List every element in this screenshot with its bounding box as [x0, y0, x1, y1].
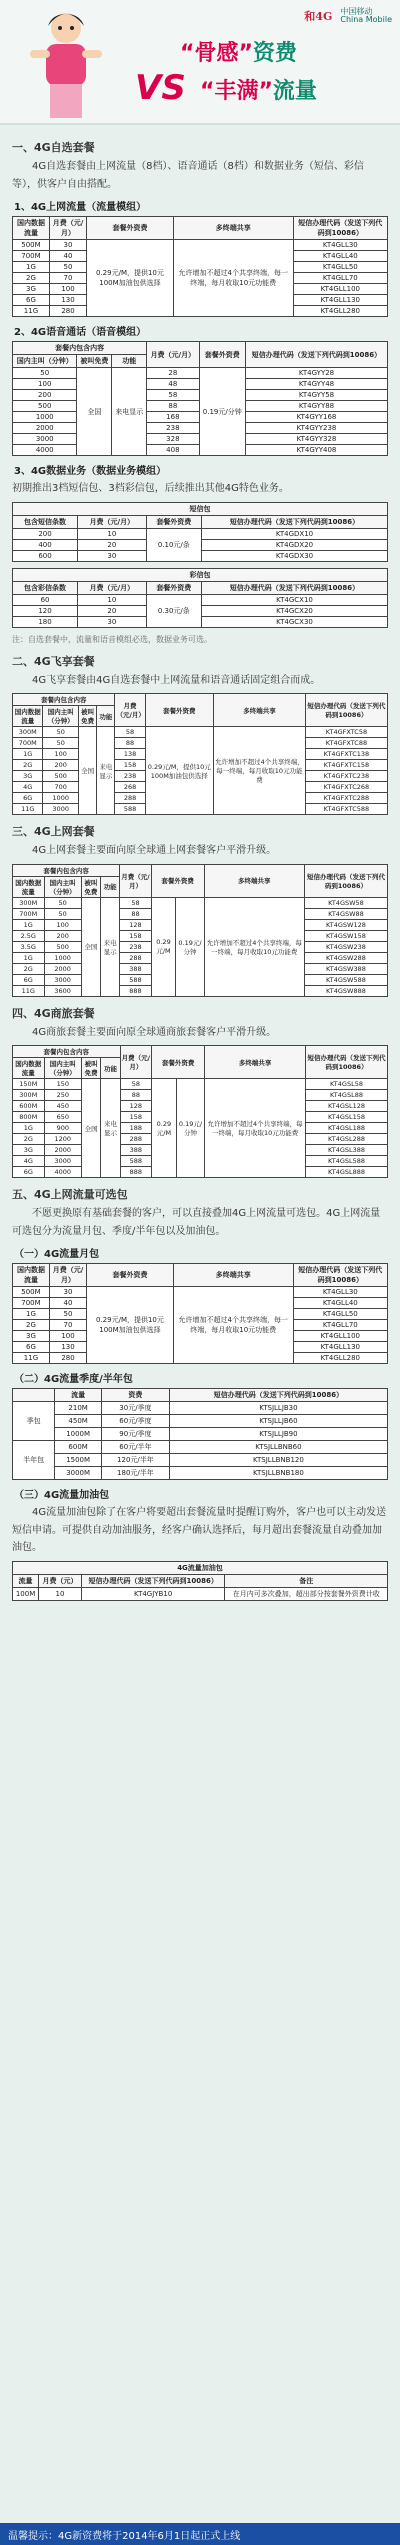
woman-illustration-icon: [18, 6, 113, 124]
table-row: 1000 168 KT4GYY168: [13, 412, 388, 423]
flow-module-table: [12, 216, 388, 317]
table-row: 2G 200 158 KT4GFXTC158: [13, 760, 388, 771]
table-row: 300M 50 全国 来电显示 58 0.29元/M 0.19元/分钟 允许增加不超过4个共享终端，每一终端，每月收取10元功能费 KT4GSW58: [13, 897, 388, 908]
business-travel-table: 套餐内包含内容 月费（元/月） 套餐外资费 多终端共享 短信办理代码（发送下列代码到10086） 国内数据流量 国内主叫（分钟） 被叫免费 功能 150M 150 全国 来电显示 58 0.29元/M 0.19元/分钟 允许增加不超过4个共享终端，每一终端，每月收取10元功能费 KT4GSL58 300M 250 88 KT4GSL88 600M 450 128 KT4GSL128 800M 650 158 KT4GSL158 1G 900 188 KT4GSL188 2G 1200 288 KT4GSL288 3G 2000 388 KT4GSL388 4G 3000 588 KT4GSL588 6G 4000 888 KT4GSL888: [12, 1045, 388, 1178]
table-row: 100 48 KT4GYY48: [13, 379, 388, 390]
subsection-desc: 4G流量加油包除了在客户将要超出套餐流量时提醒订购外，客户也可以主动发送短信申请。可提供自动加油服务，经客户确认选择后，每月超出套餐流量自动叠加加油包。: [12, 1507, 387, 1553]
table-row: 11G 280 KT4GLL280: [13, 1353, 388, 1364]
section-desc: 4G飞享套餐由4G自选套餐中上网流量和语音通话固定组合而成。: [32, 674, 321, 686]
table-row: 11G 3600 888 KT4GSW888: [13, 985, 388, 996]
table-row: 700M 50 88 KT4GFXTC88: [13, 738, 388, 749]
col-header: 套餐外资费: [87, 217, 174, 240]
table-row: 1G 100 138 KT4GFXTC138: [13, 749, 388, 760]
table-row: 2G 1200 288 KT4GSL288: [13, 1134, 388, 1145]
voice-module-table: 套餐内包含内容 月费（元/月） 套餐外资费 短信办理代码（发送下列代码到10086） 国内主叫（分钟） 被叫免费 功能 50 全国 来电显示 28 0.19元/分钟 KT4GYY28 100 48 KT4GYY48 200 58 KT4GYY58 500 88 KT4GYY88 1000 168 KT4GYY168 2000 238 KT4GYY238 3000 328 KT4GYY328 4000 408 KT4GYY408: [12, 341, 388, 456]
section-title: 二、4G飞享套餐: [12, 654, 95, 668]
table-row: 6G 1000 288 KT4GFXTC288: [13, 793, 388, 804]
table-row: 50 全国 来电显示 28 0.19元/分钟 KT4GYY28: [13, 368, 388, 379]
logo-group: [304, 8, 392, 25]
table-row: 3G 100 KT4GLL100: [13, 284, 388, 295]
table-row: 2.5G 200 158 KT4GSW158: [13, 930, 388, 941]
subsection-title: （二）4G流量季度/半年包: [14, 1374, 133, 1385]
table-row: 200 10 0.10元/条 KT4GDX10: [13, 528, 388, 539]
table-row: 100M 10 KT4GJYB10 在月内可多次叠加，超出部分按套餐外资费计收: [13, 1587, 388, 1600]
table-row: 700M 40 KT4GLL40: [13, 251, 388, 262]
table-row: 500M 30 0.29元/M，提供10元100M加油包供选择 允许增加不超过4个共享终端，每一终端，每月收取10元功能费 KT4GLL30: [13, 1287, 388, 1298]
table-row: 2G 70 KT4GLL70: [13, 1320, 388, 1331]
subsection-desc: 初期推出3档短信包、3档彩信包，后续推出其他4G特色业务。: [12, 483, 289, 494]
table-row: 300M 50 全国 来电显示 58 0.29元/M，提供10元100M加油包供选择 允许增加不超过4个共享终端，每一终端，每月收取10元功能费 KT4GFXTC58: [13, 727, 388, 738]
table-row: 700M 40 KT4GLL40: [13, 1298, 388, 1309]
table-row: 4000 408 KT4GYY408: [13, 445, 388, 456]
subsection-title: 3、4G数据业务（数据业务模组）: [14, 466, 167, 477]
subsection-title: （三）4G流量加油包: [14, 1490, 110, 1501]
footer-notice: 温馨提示：4G新资费将于2014年6月1日起正式上线: [0, 2523, 400, 2545]
feixiang-table: 套餐内包含内容 月费（元/月） 套餐外资费 多终端共享 短信办理代码（发送下列代码到10086） 国内数据流量 国内主叫（分钟） 被叫免费 功能 300M 50 全国 来电显示 58 0.29元/M，提供10元100M加油包供选择 允许增加不超过4个共享终端，每一终端，每月收取10元功能费 KT4GFXTC58 700M 50 88 KT4GFXTC88 1G 100 138 KT4GFXTC138 2G 200 158 KT4GFXTC158 3G 500 238 KT4GFXTC238 4G 700 268 KT4GFXTC268 6G 1000 288 KT4GFXTC288 11G 3000 588 KT4GFXTC588: [12, 693, 388, 815]
table-row: 1500M 120元/半年 KTSJLLBNB120: [13, 1454, 388, 1467]
table-row: 半年包 600M 60元/半年 KTSJLLBNB60: [13, 1441, 388, 1454]
table-row: 3.5G 500 238 KT4GSW238: [13, 941, 388, 952]
subsection-title: 1、4G上网流量（流量模组）: [14, 202, 147, 213]
table-row: 600 30 KT4GDX30: [13, 550, 388, 561]
section-desc: 不愿更换原有基础套餐的客户，可以直接叠加4G上网流量可选包。4G上网流量可选包分为流量月包、季度/半年包以及加油包。: [12, 1208, 381, 1237]
table-row: 6G 4000 888 KT4GSL888: [13, 1167, 388, 1178]
table-row: 3000M 180元/半年 KTSJLLBNB180: [13, 1467, 388, 1480]
table-row: 200 58 KT4GYY58: [13, 390, 388, 401]
refuel-pack-table: 4G流量加油包 流量 月费（元） 短信办理代码（发送下列代码到10086） 备注 100M 10 KT4GJYB10 在月内可多次叠加，超出部分按套餐外资费计收: [12, 1561, 388, 1601]
internet-package-table: 套餐内包含内容 月费（元/月） 套餐外资费 多终端共享 短信办理代码（发送下列代码到10086） 国内数据流量 国内主叫（分钟） 被叫免费 功能 300M 50 全国 来电显示 58 0.29元/M 0.19元/分钟 允许增加不超过4个共享终端，每一终端，每月收取10元功能费 KT4GSW58 700M 50 88 KT4GSW88 1G 100 128 KT4GSW128 2.5G 200 158 KT4GSW158 3.5G 500 238 KT4GSW238 1G 1000 288 KT4GSW288 2G 2000 388 KT4GSW388 6G 3000 588 KT4GSW588 11G 3600 888 KT4GSW888: [12, 864, 388, 997]
headline-bottom: “丰满”流量: [200, 79, 317, 104]
subsection-title: （一）4G流量月包: [14, 1249, 100, 1260]
quarterly-flow-table: 流量 资费 短信办理代码（发送下列代码到10086） 季包 210M 30元/季度 KTSJLLJB30 450M 60元/季度 KTSJLLJB60 1000M 90元/季度 KTSJLLJB90 半年包 600M 60元/半年 KTSJLLBNB60 1500M 120元/半年 KTSJLLBNB120 3000M 180元/半年 KTSJLLBNB180: [12, 1388, 388, 1480]
table-row: 700M 50 88 KT4GSW88: [13, 908, 388, 919]
table-row: 6G 130 KT4GLL130: [13, 295, 388, 306]
table-row: 1G 1000 288 KT4GSW288: [13, 952, 388, 963]
table-row: 2G 2000 388 KT4GSW388: [13, 963, 388, 974]
table-row: 150M 150 全国 来电显示 58 0.29元/M 0.19元/分钟 允许增加不超过4个共享终端，每一终端，每月收取10元功能费 KT4GSL58: [13, 1079, 388, 1090]
col-header: 短信办理代码（发送下列代码到10086）: [293, 217, 387, 240]
table-row: 3G 100 KT4GLL100: [13, 1331, 388, 1342]
table-row: 1G 50 KT4GLL50: [13, 262, 388, 273]
table-row: 3G 2000 388 KT4GSL388: [13, 1145, 388, 1156]
section-desc: 4G商旅套餐主要面向原全球通商旅套餐客户平滑升级。: [32, 1026, 277, 1038]
table-row: 500M 30 0.29元/M，提供10元100M加油包供选择 允许增加不超过4个共享终端，每一终端，每月收取10元功能费 KT4GLL30: [13, 240, 388, 251]
table-row: 450M 60元/季度 KTSJLLJB60: [13, 1415, 388, 1428]
table-row: 60 10 0.30元/条 KT4GCX10: [13, 594, 388, 605]
mms-pack-table: 彩信包 包含彩信条数 月费（元/月） 套餐外资费 短信办理代码（发送下列代码到10086） 60 10 0.30元/条 KT4GCX10 120 20 KT4GCX20 180 30 KT4GCX30: [12, 568, 388, 628]
footnote: 注：自选套餐中，流量和语音模组必选，数据业务可选。: [12, 634, 212, 644]
china-mobile-logo: 中国移动 China Mobile: [340, 7, 392, 25]
table-row: 2G 70 KT4GLL70: [13, 273, 388, 284]
table-row: 400 20 KT4GDX20: [13, 539, 388, 550]
col-header: 国内数据流量: [13, 217, 50, 240]
section-desc: 4G自选套餐由上网流量（8档）、语音通话（8档）和数据业务（短信、彩信等），供客户自由搭配。: [12, 161, 364, 190]
table-row: 800M 650 158 KT4GSL158: [13, 1112, 388, 1123]
section-title: 三、4G上网套餐: [12, 825, 95, 838]
vs-label: VS: [135, 68, 186, 108]
table-row: 3000 328 KT4GYY328: [13, 434, 388, 445]
headline-top: “骨感”资费: [180, 41, 297, 66]
table-row: 4G 3000 588 KT4GSL588: [13, 1156, 388, 1167]
col-header: 月费（元/月）: [49, 217, 86, 240]
monthly-flow-table: 国内数据流量 月费（元/月） 套餐外资费 多终端共享 短信办理代码（发送下列代码到10086） 500M 30 0.29元/M，提供10元100M加油包供选择 允许增加不超过4个共享终端，每一终端，每月收取10元功能费 KT4GLL30 700M 40 KT4GLL40 1G 50 KT4GLL50 2G 70 KT4GLL70 3G 100 KT4GLL100 6G 130 KT4GLL130 11G 280 KT4GLL280: [12, 1263, 388, 1364]
table-row: 500 88 KT4GYY88: [13, 401, 388, 412]
sms-pack-table: 短信包 包含短信条数 月费（元/月） 套餐外资费 短信办理代码（发送下列代码到10086） 200 10 0.10元/条 KT4GDX10 400 20 KT4GDX20 600 30 KT4GDX30: [12, 502, 388, 562]
section-title: 一、4G自选套餐: [12, 141, 95, 154]
table-row: 1000M 90元/季度 KTSJLLJB90: [13, 1428, 388, 1441]
table-row: 3G 500 238 KT4GFXTC238: [13, 771, 388, 782]
and4g-logo: 和4G: [304, 10, 333, 24]
section-desc: 4G上网套餐主要面向原全球通上网套餐客户平滑升级。: [32, 845, 277, 856]
table-row: 6G 3000 588 KT4GSW588: [13, 974, 388, 985]
main-content: [0, 125, 400, 1601]
table-row: 4G 700 268 KT4GFXTC268: [13, 782, 388, 793]
table-row: 季包 210M 30元/季度 KTSJLLJB30: [13, 1402, 388, 1415]
table-row: 600M 450 128 KT4GSL128: [13, 1101, 388, 1112]
table-row: 11G 280 KT4GLL280: [13, 306, 388, 317]
section-title: 四、4G商旅套餐: [12, 1006, 95, 1020]
table-row: 11G 3000 588 KT4GFXTC588: [13, 804, 388, 815]
table-row: 1G 50 KT4GLL50: [13, 1309, 388, 1320]
table-row: 1G 900 188 KT4GSL188: [13, 1123, 388, 1134]
hero-banner: [0, 0, 400, 125]
table-row: 2000 238 KT4GYY238: [13, 423, 388, 434]
section-title: 五、4G上网流量可选包: [12, 1188, 128, 1201]
table-row: 120 20 KT4GCX20: [13, 605, 388, 616]
subsection-title: 2、4G语音通话（语音模组）: [14, 327, 147, 338]
col-header: 多终端共享: [173, 217, 293, 240]
table-row: 1G 100 128 KT4GSW128: [13, 919, 388, 930]
table-row: 6G 130 KT4GLL130: [13, 1342, 388, 1353]
table-row: 300M 250 88 KT4GSL88: [13, 1090, 388, 1101]
table-row: 180 30 KT4GCX30: [13, 616, 388, 627]
